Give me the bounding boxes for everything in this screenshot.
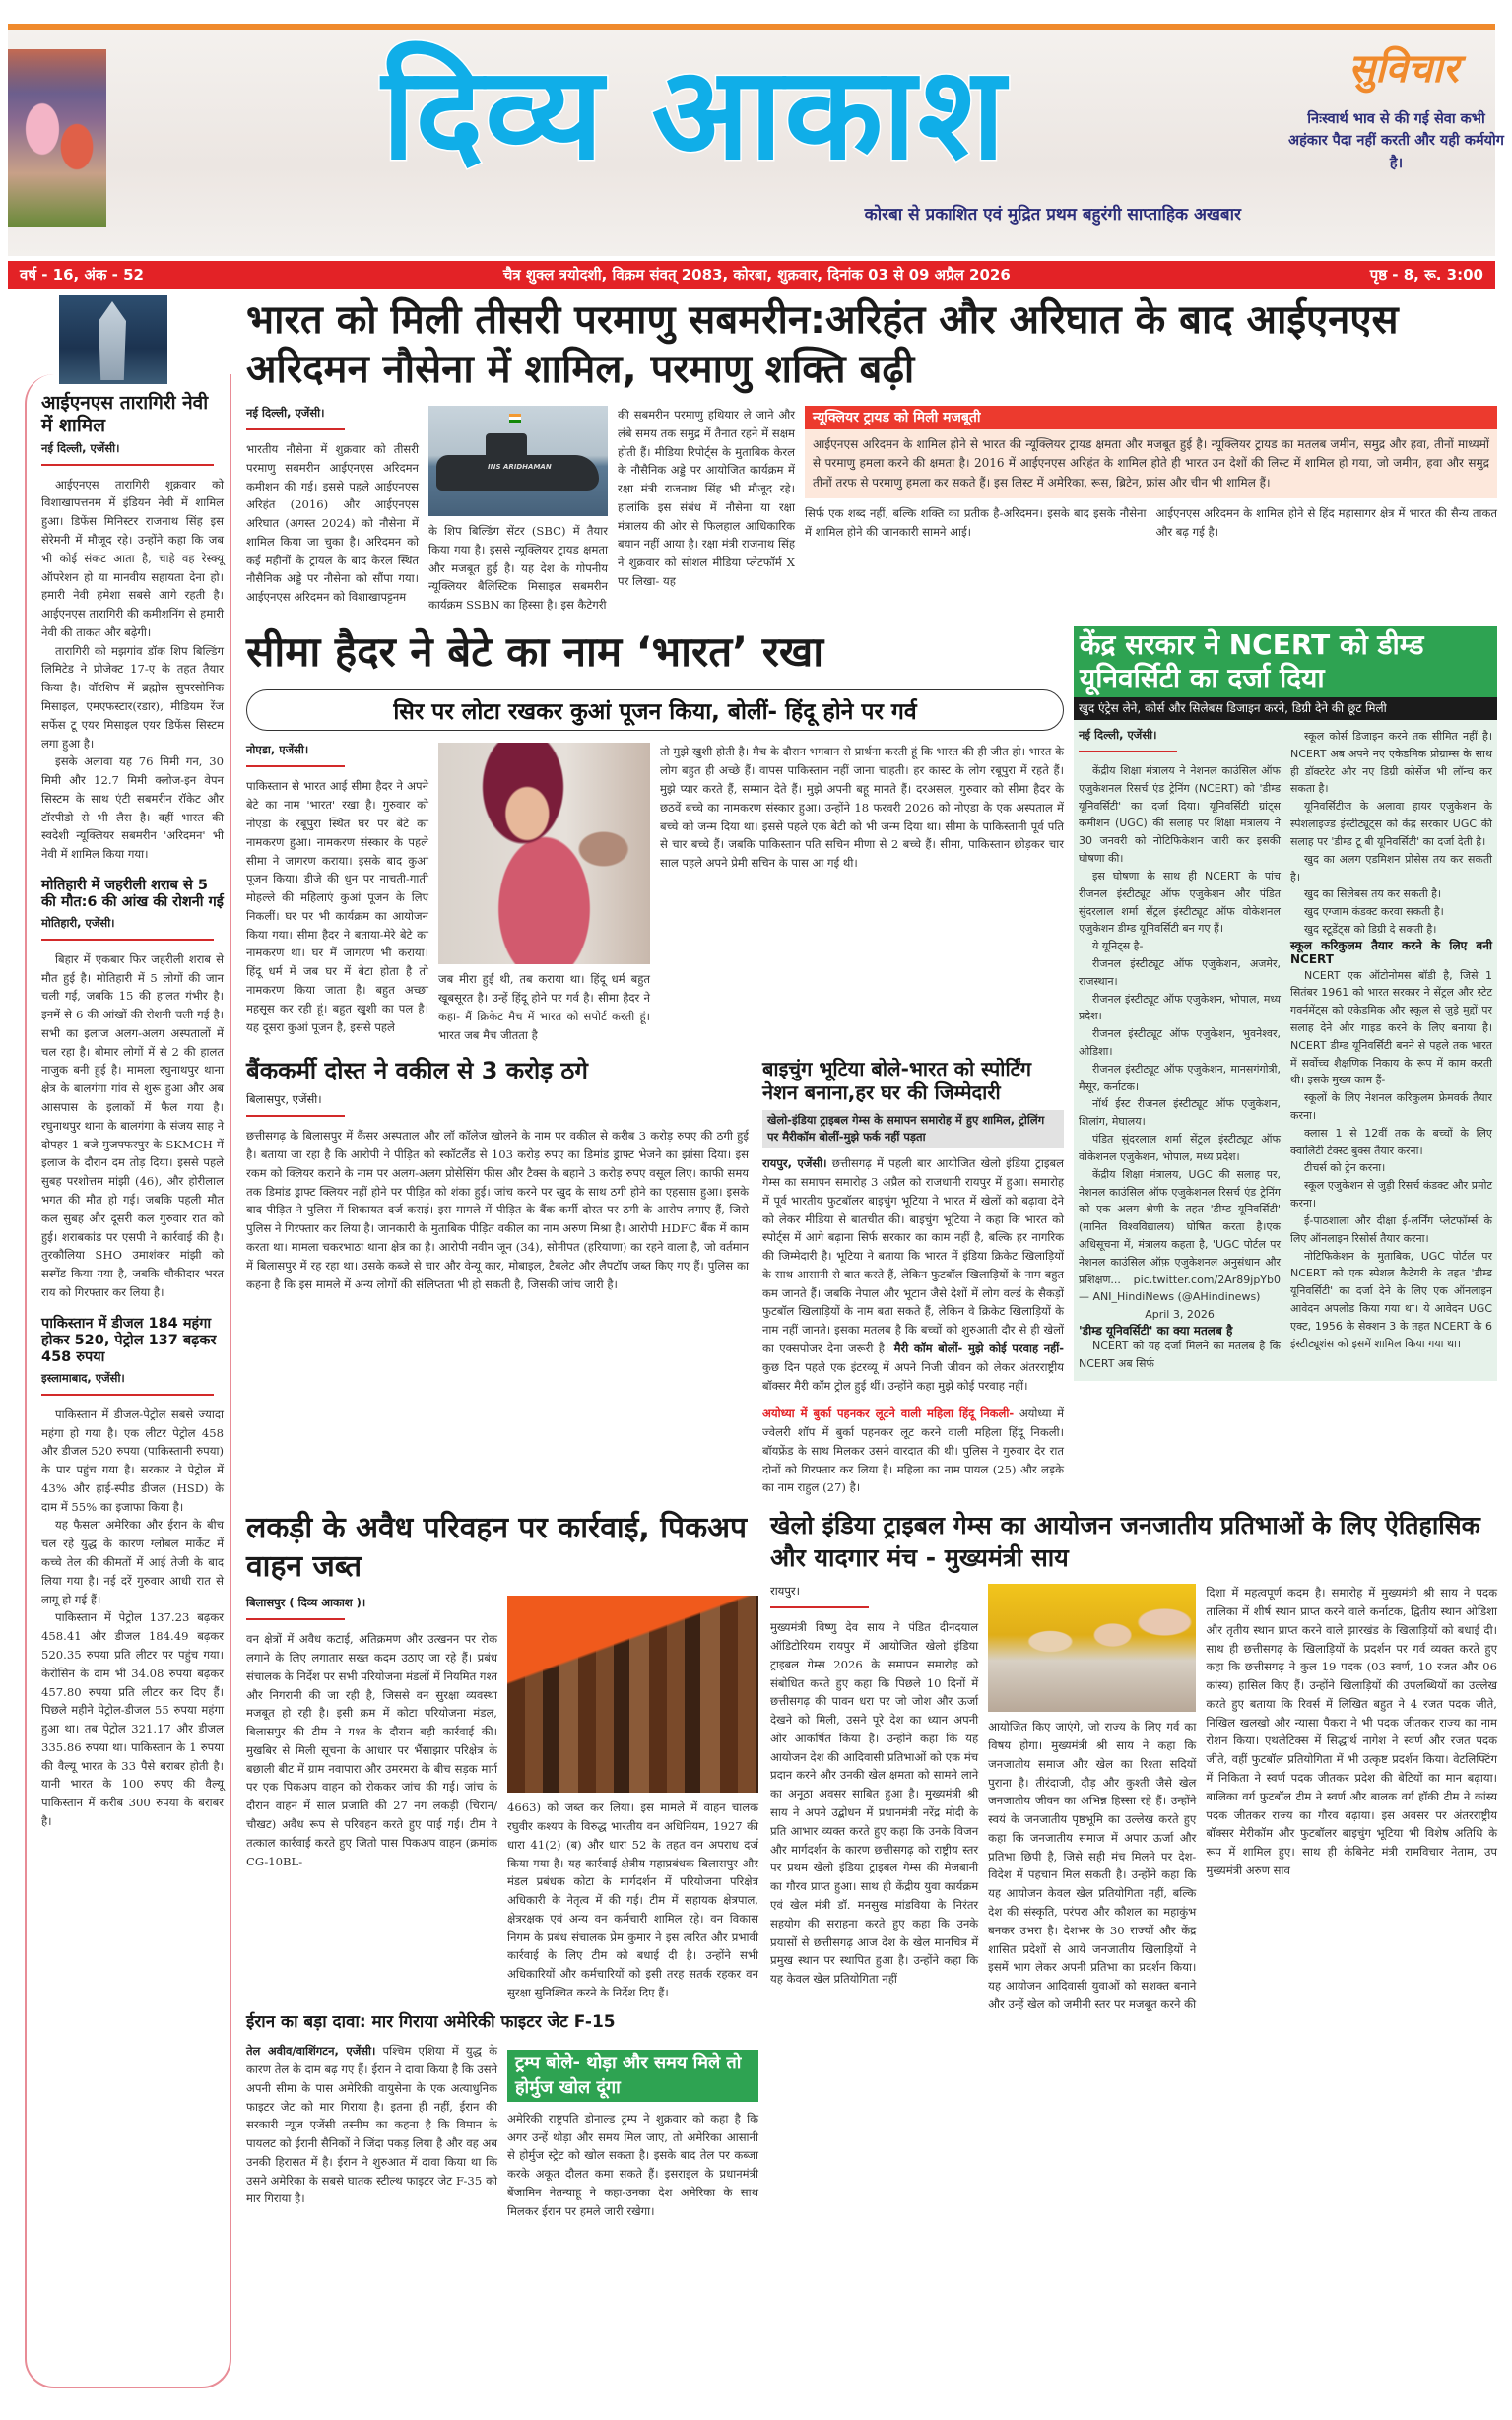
tribal-body-row (770, 1584, 1497, 2014)
lead-body-3: की सबमरीन परमाणु हथियार ले जाने और लंबे समय तक समुद्र में तैनात रहने में सक्षम होती हैं। मीडिया रिपोर्ट्स के मुताबिक केरल के नौसैनिक अड्डे पर आयोजित कार्यक्रम में रक्षा मंत्री राजनाथ सिंह भी मौजूद रहे। हालांकि इस संबंध में नौसेना या रक्षा मंत्रालय की ओर से फिलहाल आधिकारिक बयान नहीं आया है। रक्षा मंत्री राजनाथ सिंह ने शुक्रवार को सोशल मीडिया प्लेटफॉर्म X पर लिखा- यह (618, 408, 795, 589)
ayodhya-lead: अयोध्या में बुर्का पहनकर लूटने वाली महिला हिंदू निकली- (762, 1406, 1015, 1421)
paragraph: टीचर्स को ट्रेन करना। (1304, 1161, 1386, 1175)
wood-body-1: वन क्षेत्रों में अवैध कटाई, अतिक्रमण और उत्खनन पर रोक लगाने के लिए लगातार सख्त कदम उठाए जा रहे हैं। प्रबंध संचालक के निर्देश पर सभी परियोजना मंडलों में नियमित गश्त और निगरानी की जा रही है, जिससे वन सुरक्षा व्यवस्था मजबूत हो रही है। इसी क्रम में कोटा परियोजना मंडल, बिलासपुर की टीम ने गश्त के दौरान बड़ी कार्रवाई की। मुखबिर से मिली सूचना के आधार पर भैंसाझार परिक्षेत्र के बछाली बीट में ग्राम नवापारा और उमरमरा के बीच सड़क मार्ग पर एक पिकअप वाहन को रोककर जांच की गई। जांच के दौरान वाहन में साल प्रजाति की 27 नग लकड़ी (चिरान/चौखट) अवैध रूप से परिवहन करते हुए पाई गई। टीम ने तत्काल कार्रवाई करते हुए जितो पास पिकअप वाहन (क्रमांक CG-10BL- (246, 1632, 497, 1868)
byline-rule (41, 464, 214, 466)
tribal-story (770, 1509, 1497, 2014)
ncert-headline: केंद्र सरकार ने NCERT को डीम्ड यूनिवर्सिटी का दर्जा दिया (1074, 626, 1497, 697)
list-item: खुद स्टूडेंट्स को डिग्री दे सकती है। (1304, 922, 1437, 936)
trump-headline: ट्रम्प बोले- थोड़ा और समय मिले तो होर्मुज खोल दूंगा (507, 2050, 758, 2102)
ncert-col-1 (1079, 728, 1281, 1373)
ncert-byline: नई दिल्ली, एजेंसी। (1079, 728, 1157, 743)
paragraph: केंद्रीय शिक्षा मंत्रालय, UGC की सलाह पर, नेशनल काउंसिल ऑफ एजुकेशनल रिसर्च एंड ट्रेनिंग को एक अलग श्रेणी के तहत 'डीम्ड यूनिवर्सिटी' (मानित विश्वविद्यालय) घोषित करता है।एक अधिसूचना में, मंत्रालय कहता है, 'UGC पोर्टल पर नेशनल काउंसिल ऑफ़ एजुकेशनल अनुसंधान और प्रशिक्षण... pic.twitter.com/2Ar89jpYb0— ANI_HindiNews (@AHindinews) (1079, 1167, 1281, 1304)
lead-col-1 (246, 406, 419, 607)
bottom-split (246, 1509, 1497, 2220)
story-headline: पाकिस्तान में डीजल 184 महंगा होकर 520, पेट्रोल 137 बढ़कर 458 रुपया (41, 1315, 217, 1366)
list-item: खुद का सिलेबस तय कर सकती है। (1304, 887, 1442, 901)
story-byline: मोतिहारी, एजेंसी। (41, 915, 115, 930)
paragraph: ये यूनिट्स है- (1092, 940, 1144, 953)
tribal-headline: खेलो इंडिया ट्राइबल गेम्स का आयोजन जनजातीय प्रतिभाओं के लिए ऐतिहासिक और यादगार मंच - मुख्यमंत्री साय (770, 1511, 1480, 1573)
ncert-body-row (1074, 720, 1497, 1373)
seema-photo (438, 743, 650, 964)
bhutia-story (762, 1057, 1064, 1498)
paragraph: इस घोषणा के साथ ही NCERT के पांच रीजनल इंस्टीट्यूट ऑफ एजुकेशन और पंडित सुंदरलाल शर्मा सेंट्रल इंस्टीट्यूट ऑफ वोकेशनल एजुकेशन डीम्ड यूनिवर्सिटी बन गए हैं। (1079, 869, 1281, 936)
paragraph: रीजनल इंस्टीट्यूट ऑफ एजुकेशन, भोपाल, मध्य प्रदेश। (1079, 992, 1281, 1023)
masthead-photo (8, 49, 106, 227)
india-flag (509, 414, 521, 423)
newspaper-title: दिव्य आकाश (381, 38, 1008, 188)
paragraph: पाकिस्तान में पेट्रोल 137.23 बढ़कर 458.41 और डीजल 184.49 बढ़कर 520.35 रुपया प्रति लीटर पर पहुंच गया। केरोसिन के दाम भी 34.08 रुपया बढ़कर 457.80 रुपया प्रति लीटर कर दिए हैं। पिछले महीने पेट्रोल-डीजल 55 रुपया महंगा हुआ था। तब पेट्रोल 321.17 और डीजल 335.86 रुपया था। पाकिस्तान के 1 रुपया की वैल्यू भारत के 33 पैसे बराबर होती है। यानी भारत के 100 रुपए की वैल्यू पाकिस्तान में करीब 300 रुपया के बराबर है। (41, 1610, 224, 1828)
left-story-taragiri (41, 392, 224, 864)
tribal-body-3: दिशा में महत्वपूर्ण कदम है। समारोह में मुख्यमंत्री श्री साय ने पदक तालिका में शीर्ष स्थान प्राप्त करने वाले कर्नाटक, द्वितीय स्थान ओडिशा और तृतीय स्थान प्राप्त करने वाले झारखंड के खिलाड़ियों को बधाई दी। साथ ही छत्तीसगढ़ के खिलाड़ियों के प्रदर्शन पर गर्व व्यक्त करते हुए कहा कि छत्तीसगढ़ ने कुल 19 पदक (03 स्वर्ण, 10 रजत और 06 कांस्य) हासिल किए हैं। उन्होंने खिलाड़ियों की उपलब्धियों का उल्लेख करते हुए बताया कि रिवर्स में लिखित बहुत ने 4 रजत पदक जीते, निखिल खलखो और न्यासा पैकरा ने भी पदक जीतकर राज्य का नाम रोशन किया। एथलेटिक्स में सिद्धार्थ नागेश ने स्वर्ण और रजत पदक जीते, वहीं फुटबॉल प्रतियोगिता में भी उत्कृष्ट प्रदर्शन किया। वेटलिफ्टिंग में निकिता ने स्वर्ण पदक जीतकर प्रदेश की बेटियों का मान बढ़ाया। बालिका वर्ग फुटबॉल टीम ने स्वर्ण और बालक वर्ग हॉकी टीम ने कांस्य पदक जीतकर राज्य का गौरव बढ़ाया। इस अवसर पर अंतरराष्ट्रीय बॉक्सर मेरीकॉम और फुटबॉलर बाइचुंग भूटिया भी विशेष अतिथि के रूप में शामिल हुए। साथ ही केबिनेट मंत्री रामविचार नेताम, उप मुख्यमंत्री अरुण साव (1206, 1586, 1497, 1877)
iran-body (246, 2042, 497, 2208)
bank-bhutia-row (246, 1057, 1064, 1498)
page-price: पृष्ठ - 8, रू. 3:00 (1369, 266, 1483, 284)
triad-box (805, 406, 1497, 498)
lead-body-5: आईएनएस अरिदमन के शामिल होने से हिंद महासागर क्षेत्र में भारत की सैन्य ताकत और बढ़ गई है। (1155, 506, 1497, 540)
paragraph: NCERT एक ऑटोनोमस बॉडी है, जिसे 1 सितंबर 1961 को भारत सरकार ने सेंट्रल और स्टेट गवर्नमेंट्स को एकेडमिक और स्कूल से जुड़े मुद्दों पर सलाह देने और गाइड करने के लिए बनाया है। NCERT डीम्ड यूनिवर्सिटी बनने से पहले तक भारत में सर्वोच्च शैक्षणिक निकाय के रूप में काम करती थी। इसके मुख्य काम हैं- (1290, 968, 1492, 1087)
list-item: खुद एग्जाम कंडक्ट करवा सकती है। (1304, 905, 1444, 919)
ncert-subheading: स्कूल करिकुलम तैयार करने के लिए बनी NCERT (1290, 938, 1492, 967)
story-byline: इस्लामाबाद, एजेंसी। (41, 1370, 125, 1385)
tribal-body-1: मुख्यमंत्री विष्णु देव साय ने पंडित दीनदयाल ऑडिटोरियम रायपुर में आयोजित खेलो इंडिया ट्राइबल गेम्स 2026 के समापन समारोह को संबोधित करते हुए कहा कि पिछले 10 दिनों में छत्तीसगढ़ की पावन धरा पर जो जोश और ऊर्जा देखने को मिली, उसने पूरे देश का ध्यान अपनी ओर आकर्षित किया है। उन्होंने कहा कि यह आयोजन देश की आदिवासी प्रतिभाओं को एक मंच प्रदान करने और उनकी खेल क्षमता को सामने लाने का अनूठा अवसर साबित हुआ है। मुख्यमंत्री श्री साय ने अपने उद्बोधन में प्रधानमंत्री नरेंद्र मोदी के प्रति आभार व्यक्त करते हुए कहा कि उनके विजन और मार्गदर्शन के कारण छत्तीसगढ़ को राष्ट्रीय स्तर पर प्रथम खेलो इंडिया ट्राइबल गेम्स की मेजबानी का गौरव प्राप्त हुआ। साथ ही केंद्रीय युवा कार्यक्रम एवं खेल मंत्री डॉ. मनसुख मांडविया के निरंतर सहयोग की सराहना करते हुए कहा कि उनके प्रयासों से छत्तीसगढ़ आज देश के खेल मानचित्र में प्रमुख स्थान पर स्थापित हुआ है। उन्होंने कहा कि यह केवल खेल प्रतियोगिता नहीं (770, 1620, 979, 1987)
iran-text: पश्चिम एशिया में युद्ध के कारण तेल के दाम बढ़ गए हैं। ईरान ने दावा किया है कि उसने अपनी सीमा के पास अमेरिकी वायुसेना के एक अत्याधुनिक फाइटर जेट को मार गिराया है। इतना ही नहीं, ईरान की सरकारी न्यूज एजेंसी तस्नीम का कहना है कि विमान के पायलट को ईरानी सैनिकों ने जिंदा पकड़ लिया है और वह अब उनकी हिरासत में है। ईरान ने शुरुआत में दावा किया था कि उसने अमेरिका के सबसे घातक स्टील्थ फाइटर जेट F-35 को मार गिराया है। (246, 2044, 498, 2206)
paragraph: NCERT को यह दर्जा मिलने का मतलब है कि NCERT अब सिर्फ (1079, 1340, 1281, 1371)
tweet-date: April 3, 2026 (1145, 1308, 1215, 1322)
byline-rule (246, 1618, 345, 1620)
wood-byline: बिलासपुर ( दिव्य आकाश )। (246, 1596, 366, 1610)
paragraph: क्लास 1 से 12वीं तक के बच्चों के लिए क्वालिटी टेक्स्ट बुक्स तैयार करना। (1290, 1126, 1492, 1157)
lead-col-2 (428, 406, 608, 615)
wood-headline: लकड़ी के अवैध परिवहन पर कार्रवाई, पिकअप वाहन जब्त (246, 1511, 748, 1585)
submarine-photo (428, 406, 608, 516)
paragraph: स्कूल एजुकेशन से जुड़ी रिसर्च कंडक्ट और प्रमोट करना। (1290, 1179, 1492, 1210)
paragraph: इसके अलावा यह 76 मिमी गन, 30 मिमी और 12.7 मिमी क्लोज-इन वेपन सिस्टम के साथ एंटी सबमरीन रॉकेट और टॉरपीडो से भी लैस है। वहीं भारत की स्वदेशी न्यूक्लियर सबमरीन 'अरिदमन' भी नेवी में शामिल किया गया। (41, 754, 224, 862)
ayodhya-brief (762, 1405, 1064, 1497)
story-byline: नई दिल्ली, एजेंसी। (41, 440, 120, 455)
dateline-bar (8, 261, 1495, 289)
tribal-col-2 (988, 1584, 1196, 2014)
seema-body-2: जब मीरा हुई थी, तब कराया था। हिंदू धर्म बहुत खूबसूरत है। उन्हें हिंदू होने पर गर्व है। सीमा हैदर ने कहा- मैं क्रिकेट मैच में भारत को सपोर्ट करती हूं। भारत जब मैच जीतता है (438, 972, 650, 1042)
wood-col-2 (507, 1596, 758, 2002)
paragraph: बिहार में एकबार फिर जहरीली शराब से मौत हुई है। मोतिहारी में 5 लोगों की जान चली गई, जबकि 15 की हालत गंभीर है। इनमें से 6 की आंखों की रोशनी चली गई है। सभी का इलाज अलग-अलग अस्पतालों में चल रहा है। बीमार लोगों में से 2 की हालत नाजुक बनी हुई है। मामला रघुनाथपुर थाना क्षेत्र के बालगंगा गांव से शुरू हुआ और अब आसपास के इलाकों में फैल गया है। रघुनाथपुर थाना के बालगंगा के संजय साह ने दोपहर 1 बजे मुजफ्फरपुर के SKMCH में इलाज के दौरान दम तोड़ दिया। इससे पहले सुबह परशोत्तम मांझी (46), और होरीलाल भगत की मौत हो गई। जबकि पहली मौत कल सुबह और दूसरी कल गुरुवार रात को हुई। शराबकांड पर एसपी ने कार्रवाई की है। तुरकौलिया SHO उमाशंकर मांझी को सस्पेंड किया गया है, जबकि चौकीदार भरत राय को गिरफ्तार कर लिया है। (41, 951, 224, 1299)
left-story-pakistan (41, 1316, 224, 1831)
ncert-body-2 (1290, 728, 1492, 1352)
tribal-col-1 (770, 1584, 978, 1989)
paragraph: ई-पाठशाला और दीक्षा ई-लर्निंग प्लेटफॉर्म्स के लिए ऑनलाइन रिसोर्स तैयार करना। (1290, 1213, 1492, 1245)
byline-rule (1079, 751, 1177, 752)
byline-rule (41, 939, 214, 941)
seema-col-1 (246, 743, 428, 1036)
lead-body-4: सिर्फ एक शब्द नहीं, बल्कि शक्ति का प्रतीक है-अरिदमन। इसके बाद इसके नौसेना में शामिल होने की जानकारी सामने आई। (805, 506, 1147, 540)
seema-body-3: तो मुझे खुशी होती है। मैच के दौरान भगवान से प्रार्थना करती हूं कि भारत की ही जीत हो। भारत के लोग बहुत ही अच्छे हैं। वापस पाकिस्तान नहीं जाना चाहती। हर कास्ट के लोग रबूपुरा में रहते हैं। मुझे प्यार करते हैं, सम्मान देते हैं। मुझे अपनी बहू मानते हैं। दरअसल, गुरुवार को सीमा हैदर के छठवें बच्चे का नामकरण संस्कार हुआ। उन्होंने 18 फरवरी 2026 को नोएडा के एक अस्पताल में बच्चे को जन्म दिया था। इससे पहले एक बेटी को भी जन्म दिया था। सीमा के पाकिस्तानी पूर्व पति से चार बच्चे हैं। जबकि पाकिस्तान पति सचिन मीणा से 2 बच्चे हैं। सीमा, पाकिस्तान छोड़कर चार साल पहले अपने प्रेमी सचिन के पास आ गई थी। (660, 745, 1064, 871)
issue-date: चैत्र शुक्ल त्रयोदशी, विक्रम संवत् 2083, कोरबा, शुक्रवार, दिनांक 03 से 09 अप्रैल 2026 (502, 266, 1011, 284)
paragraph: रीजनल इंस्टीट्यूट ऑफ एजुकेशन, भुवनेश्वर, ओडिशा। (1079, 1027, 1281, 1059)
trump-story (507, 2042, 758, 2220)
story-body (41, 1406, 224, 1831)
paragraph: स्कूल कोर्स डिजाइन करने तक सीमित नहीं है। NCERT अब अपने नए एकेडमिक प्रोग्राम्स के साथ ही डॉक्टरेट और नए डिग्री कोर्सेज भी लॉन्च कर सकता है। (1290, 730, 1492, 796)
lead-body-1: भारतीय नौसेना में शुक्रवार को तीसरी परमाणु सबमरीन आईएनएस अरिदमन कमीशन की गई। इससे पहले आईएनएस अरिहंत (2016) और आईएनएस अरिघात (अगस्त 2024) को नौसेना में शामिल किया जा चुका है। अरिदमन को कई महीनों के ट्रायल के बाद केरल स्थित नौसैनिक अड्डे पर नौसेना को सौंपा गया। आईएनएस अरिदमन को विशाखापट्टनम (246, 442, 419, 605)
main-area (246, 295, 1497, 2220)
ayodhya-text: अयोध्या में ज्वेलरी शॉप में बुर्का पहनकर लूट करने वाली महिला हिंदू निकली। बॉयफ्रेंड के साथ मिलकर उसने वारदात की थी। पुलिस ने गुरुवार देर रात दोनों को गिरफ्तार कर लिया है। महिला का नाम पायल (25) और लड़के का नाम राहुल (27) है। (762, 1406, 1065, 1495)
ncert-subheading: 'डीम्ड यूनिवर्सिटी' का क्या मतलब है (1079, 1324, 1233, 1339)
lead-body-2: के शिप बिल्डिंग सेंटर (SBC) में तैयार किया गया है। इससे न्यूक्लियर ट्रायड क्षमता और मजबूत हुई है। यह देश के गोपनीय न्यूक्लियर बैलिस्टिक मिसाइल सबमरीन कार्यक्रम SSBN का हिस्सा है। इस कैटेगरी (428, 524, 608, 613)
bank-headline: बैंककर्मी दोस्त ने वकील से 3 करोड़ ठगे (246, 1056, 588, 1084)
bhutia-text: छत्तीसगढ़ में पहली बार आयोजित खेलो इंडिया ट्राइबल गेम्स का समापन समारोह 3 अप्रैल को राजधानी रायपुर में हुआ। समारोह में पूर्व भारतीय फुटबॉलर बाइचुंग भूटिया ने भारत में खेलों को बढ़ावा देने को लेकर मीडिया से बातचीत की। बाइचुंग भूटिया ने कहा कि भारत को स्पोर्ट्स में आगे बढ़ाना सिर्फ सरकार का काम नहीं है, बल्कि हर नागरिक की जिम्मेदारी है। भूटिया ने बताया कि भारत में इंडिया क्रिकेट खिलाड़ियों के साथ आसानी से बात करते हैं, लेकिन फुटबॉल खिलाड़ियों के नाम बहुत कम जानते हैं। जबकि नेपाल और भूटान जैसे देशों में लोग वर्ल्ड के सैकड़ों फुटबॉल खिलाड़ियों के नाम बता सकते हैं, लेकिन वे क्रिकेट खिलाड़ियों के नाम नहीं जानते। इसका मतलब है कि बच्चों को शुरुआती दौर से ही खेलों का एक्सपोजर देना जरूरी है। (762, 1156, 1065, 1355)
iran-trump-row (246, 2042, 758, 2220)
lead-body-row (246, 406, 1497, 615)
marykom-text: कुछ दिन पहले एक इंटरव्यू में अपने निजी जीवन को लेकर अंतरराष्ट्रीय बॉक्सर मैरी कॉम ट्रोल हुई थीं। उन्होंने कहा मुझे कोई परवाह नहीं। (762, 1359, 1064, 1393)
iran-byline: तेल अवीव/वाशिंगटन, एजेंसी। (246, 2044, 376, 2059)
byline-rule (246, 1115, 345, 1117)
left-story-motihari (41, 878, 224, 1302)
story-body (41, 476, 224, 864)
paragraph: केंद्रीय शिक्षा मंत्रालय ने नेशनल काउंसिल ऑफ एजुकेशनल रिसर्च एंड ट्रेनिंग (NCERT) को 'डीम्ड यूनिवर्सिटी' का दर्जा दिया। यूनिवर्सिटी ग्रांट्स कमीशन (UGC) की सलाह पर शिक्षा मंत्रालय ने 30 जनवरी को नोटिफिकेशन जारी कर इसकी घोषणा की। (1079, 764, 1281, 866)
bhutia-body (762, 1154, 1064, 1395)
lead-headline: भारत को मिली तीसरी परमाणु सबमरीन:अरिहंत और अरिघात के बाद आईएनएस अरिदमन नौसेना में शामिल, परमाणु शक्ति बढ़ी (246, 297, 1399, 392)
iran-headline: ईरान का बड़ा दावा: मार गिराया अमेरिकी फाइटर जेट F-15 (246, 2011, 616, 2032)
bhutia-headline: बाइचुंग भूटिया बोले-भारत को स्पोर्टिंग नेशन बनाना,हर घर की जिम्मेदारी (762, 1056, 1031, 1104)
seema-body-1: पाकिस्तान से भारत आई सीमा हैदर ने अपने बेटे का नाम 'भारत' रखा है। गुरुवार को नोएडा के रबूपुरा स्थित घर पर बेटे का नामकरण हुआ। नामकरण संस्कार के पहले सीमा ने जागरण कराया। इसके बाद कुआं पूजन किया। डीजे की धुन पर नाचती-गाती मोहल्ले की महिलाएं कुआं पूजन के लिए निकलीं। घर पर भी कार्यक्रम का आयोजन किया गया। सीमा हैदर ने बताया-मेरे बेटे का नामकरण था। घर में जागरण भी कराया। हिंदू धर्म में जब घर में बेटा होता है तो नामकरण किया जाता है। बहुत अच्छा महसूस कर रही हूं। बहुत खुशी का पल है। यह दूसरा कुआं पूजन है, इससे पहले (246, 779, 428, 1034)
lower-left (246, 626, 1064, 1497)
submarine-name-text: INS ARIDHAMAN (488, 463, 552, 471)
bank-byline: बिलासपुर, एजेंसी। (246, 1092, 322, 1107)
trump-body: अमेरिकी राष्ट्रपति डोनाल्ड ट्रम्प ने शुक्रवार को कहा है कि अगर उन्हें थोड़ा और समय मिल जाए, तो अमेरिका आसानी से होर्मुज स्ट्रेट को खोल सकता है। इसके बाद तेल पर कब्जा करके अकूत दौलत कमा सकते हैं। इसराइल के प्रधानमंत्री बेंजामिन नेतन्याहू ने कहा-उनका देश अमेरिका के साथ मिलकर ईरान पर हमले जारी रखेगा। (507, 2111, 758, 2218)
byline-rule (246, 428, 345, 430)
story-headline: मोतिहारी में जहरीली शराब से 5 की मौत:6 की आंख की रोशनी गई (41, 878, 224, 911)
suvichar-logo: सुविचार (1348, 46, 1459, 92)
ncert-body-1 (1079, 762, 1281, 1373)
byline-rule (41, 1394, 214, 1396)
story-headline: आईएनएस तारागिरी नेवी में शामिल (41, 392, 209, 436)
bhutia-byline: रायपुर, एजेंसी। (762, 1156, 827, 1171)
left-column-stories (41, 392, 224, 1831)
marykom-lead: मैरी कॉम बोलीं- मुझे कोई परवाह नहीं- (893, 1341, 1064, 1355)
paragraph: यह फैसला अमेरिका और ईरान के बीच चल रहे युद्ध के कारण ग्लोबल मार्केट में कच्चे तेल की कीमतों में आई तेजी के बाद लिया गया है। नई दरें गुरुवार आधी रात से लागू हो गई हैं। (41, 1518, 224, 1606)
byline-rule (770, 1606, 869, 1608)
paragraph: नॉर्थ ईस्ट रीजनल इंस्टीट्यूट ऑफ एजुकेशन, शिलांग, मेघालय। (1079, 1097, 1281, 1129)
paragraph: स्कूलों के लिए नेशनल करिकुलम फ्रेमवर्क तैयार करना। (1290, 1091, 1492, 1123)
seema-subhead: सिर पर लोटा रखकर कुआं पूजन किया, बोलीं- हिंदू होने पर गर्व (246, 689, 1064, 731)
byline-rule (246, 765, 345, 767)
tribal-body-2: आयोजित किए जाएंगे, जो राज्य के लिए गर्व का विषय होगा। मुख्यमंत्री श्री साय ने कहा कि जनजातीय समाज और खेल का रिश्ता सदियों पुराना है। तीरंदाजी, दौड़ और कुश्ती जैसे खेल जनजातीय जीवन का अभिन्न हिस्सा रहे हैं। उन्होंने स्वयं के जनजातीय पृष्ठभूमि का उल्लेख करते हुए कहा कि जनजातीय समाज में अपार ऊर्जा और प्रतिभा छिपी है, जिसे सही मंच मिलने पर देश-विदेश में पहचान मिल सकती है। उन्होंने कहा कि यह आयोजन केवल खेल प्रतियोगिता नहीं, बल्कि देश की संस्कृति, परंपरा और कौशल का महाकुंभ बनकर उभरा है। देशभर के 30 राज्यों और केंद्र शासित प्रदेशों से आये जनजातीय खिलाड़ियों ने इसमें भाग लेकर अपनी प्रतिभा का प्रदर्शन किया। यह आयोजन आदिवासी युवाओं को सशक्त बनाने और उन्हें खेल को जमीनी स्तर पर मजबूत करने की (988, 1720, 1197, 2011)
ship-photo (59, 295, 167, 384)
wood-photo (507, 1596, 758, 1793)
tribal-byline: रायपुर। (770, 1584, 800, 1599)
submarine-hull (436, 455, 599, 491)
paragraph: आईएनएस तारागिरी शुक्रवार को विशाखापत्तनम में इंडियन नेवी में शामिल हुआ। डिफेंस मिनिस्टर राजनाथ सिंह इस सेरेमनी में मौजूद रहे। उन्होंने कहा कि जब भी कोई संकट आता है, चाहे वह रेस्क्यू ऑपरेशन हो या मानवीय सहायता देना हो। हमारी नेवी हमेशा सबसे आगे रहती है। आईएनएस तारागिरी की कमीशनिंग से हमारी नेवी की ताकत और बढ़ेगी। (41, 477, 224, 639)
issue-number: वर्ष - 16, अंक - 52 (20, 266, 144, 284)
ncert-box (1074, 626, 1497, 1381)
story-body (41, 950, 224, 1302)
ncert-col-2 (1290, 728, 1492, 1352)
lower-split (246, 626, 1497, 1497)
paragraph: नोटिफिकेशन के मुताबिक, UGC पोर्टल पर NCERT को एक स्पेशल कैटेगरी के तहत 'डीम्ड यूनिवर्सिटी' का दर्जा देने के लिए एक ऑनलाइन आवेदन अपलोड किया गया था। ये आवेदन UGC एक्ट, 1956 के सेक्शन 3 के तहत NCERT के 6 इंस्टीट्यूशंस को इसमें शामिल किया गया था। (1290, 1249, 1492, 1350)
paragraph: रीजनल इंस्टीट्यूट ऑफ एजुकेशन, मानसगंगोत्री, मैसूर, कर्नाटक। (1079, 1062, 1281, 1093)
paragraph: पंडित सुंदरलाल शर्मा सेंट्रल इंस्टीट्यूट ऑफ वोकेशनल एजुकेशन, भोपाल, मध्य प्रदेश। (1079, 1133, 1281, 1163)
tribal-photo (988, 1584, 1196, 1712)
list-item: खुद का अलग एडमिशन प्रोसेस तय कर सकती है। (1290, 852, 1492, 883)
seema-col-2 (438, 743, 650, 1044)
bottom-left (246, 1509, 758, 2220)
paragraph: रीजनल इंस्टीट्यूट ऑफ एजुकेशन, अजमेर, राजस्थान। (1079, 956, 1281, 988)
triad-title: न्यूक्लियर ट्रायड को मिली मजबूती (805, 406, 1497, 429)
paragraph: यूनिवर्सिटीज के अलावा हायर एजुकेशन के स्पेशलाइज्ड इंस्टीट्यूट्स को केंद्र सरकार UGC की सलाह पर 'डीम्ड टू बी यूनिवर्सिटी' का दर्जा देती है। (1290, 800, 1492, 848)
ncert-subhead: खुद एंट्रेस लेने, कोर्स और सिलेबस डिजाइन करने, डिग्री देने की छूट मिली (1074, 697, 1497, 720)
lead-byline: नई दिल्ली, एजेंसी। (246, 406, 325, 420)
seema-headline: सीमा हैदर ने बेटे का नाम ‘भारत’ रखा (246, 626, 824, 676)
lead-tail-row (805, 504, 1497, 542)
seema-body-row (246, 743, 1064, 1044)
lead-col-right (805, 406, 1497, 542)
paragraph: पाकिस्तान में डीजल-पेट्रोल सबसे ज्यादा महंगा हो गया है। एक लीटर पेट्रोल 458 और डीजल 520 रुपया (पाकिस्तानी रुपया) के पार पहुंच गया है। सरकार ने पेट्रोल में 43% और हाई-स्पीड डीजल (HSD) के दाम में 55% का इजाफा किया है। (41, 1406, 224, 1514)
wood-col-1 (246, 1596, 497, 1870)
bhutia-subhead: खेलो-इंडिया ट्राइबल गेम्स के समापन समारोह में हुए शामिल, ट्रोलिंग पर मैरीकॉम बोलीं-मुझे फर्क नहीं पड़ता (762, 1110, 1064, 1149)
bank-story (246, 1057, 749, 1294)
masthead-tagline: कोरबा से प्रकाशित एवं मुद्रित प्रथम बहुरंगी साप्ताहिक अखबार (864, 205, 1241, 225)
paragraph: तारागिरी को मझगांव डॉक शिप बिल्डिंग लिमिटेड ने प्रोजेक्ट 17-ए के तहत तैयार किया है। वॉरशिप में ब्रह्मोस सुपरसोनिक मिसाइल, एमएफस्टार(रडार), मीडियम रेंज सर्फेस टू एयर मिसाइल एयर डिफेंस सिस्टम लगा हुआ है। (41, 643, 224, 751)
wood-body-2: 4663) को जब्त कर लिया। इस मामले में वाहन चालक रघुवीर कश्यप के विरुद्ध भारतीय वन अधिनियम, 1927 की धारा 41(2) (ब) और धारा 52 के तहत वन अपराध दर्ज किया गया है। यह कार्रवाई क्षेत्रीय महाप्रबंधक बिलासपुर और मंडल प्रबंधक कोटा के मार्गदर्शन में परियोजना परिक्षेत्र अधिकारी के नेतृत्व में की गई। टीम में सहायक क्षेत्रपाल, क्षेत्ररक्षक एवं अन्य वन कर्मचारी शामिल रहे। वन विकास निगम के प्रबंध संचालक प्रेम कुमार ने इस त्वरित और प्रभावी कार्रवाई के लिए टीम को बधाई दी है। उन्होंने सभी अधिकारियों और कर्मचारियों को इसी तरह सतर्क रहकर वन सुरक्षा सुनिश्चित करने के निर्देश दिए हैं। (507, 1800, 758, 2000)
bank-body: छत्तीसगढ़ के बिलासपुर में कैंसर अस्पताल और लॉ कॉलेज खोलने के नाम पर वकील से करीब 3 करोड़ रुपए की ठगी हुई है। बताया जा रहा है कि आरोपी ने पीड़ित को स्कॉटलैंड से 103 करोड़ रुपए का डिमांड ड्राफ्ट भेजने का झांसा दिया। इस रकम को क्लियर कराने के नाम पर अलग-अलग प्रोसेसिंग फीस और टैक्स के बहाने 3 करोड़ रुपए वसूल लिए। काफी समय तक डिमांड ड्राफ्ट क्लियर नहीं होने पर पीड़ित को शंका हुई। जांच करने पर खुद के साथ ठगी होने का एहसास हुआ। इसके बाद पीड़ित ने पुलिस में शिकायत दर्ज कराई। इस मामले में पीड़ित के बैंक कर्मी दोस्त पर ठगी के आरोप लगाए हैं, जिसे पुलिस ने गिरफ्तार कर लिया है। जानकारी के मुताबिक पीड़ित वकील का नाम अरुण मिश्रा है। आरोपी HDFC बैंक में काम करता था। मामला चकरभाठा थाना क्षेत्र का है। आरोपी नवीन जून (34), सोनीपत (हरियाणा) का रहने वाला है, जो वर्तमान में बिलासपुर में रह रहा था। उसके कब्जे से चार और वेन्यू कार, मोबाइल, टैबलेट और लैपटॉप जब्त किए गए हैं। पुलिस का कहना है कि इस मामले में अन्य लोगों की संलिप्तता भी हो सकती है, जिसकी जांच जारी है। (246, 1129, 749, 1291)
triad-text: आईएनएस अरिदमन के शामिल होने से भारत की न्यूक्लियर ट्रायड क्षमता और मजबूत हुई है। न्यूक्लियर ट्रायड का मतलब जमीन, समुद्र और हवा, तीनों माध्यमों से परमाणु हमला करने की क्षमता है। 2016 में आईएनएस अरिहंत के शामिल होते ही भारत उन देशों की लिस्ट में शामिल हो गया, जो जमीन, हवा और समुद्र तीनों तरफ से परमाणु हमला कर सकते हैं। इस लिस्ट में अमेरिका, रूस, ब्रिटेन, फ्रांस और चीन भी शामिल हैं। (813, 437, 1489, 490)
masthead-brand (108, 30, 1281, 197)
seema-byline: नोएडा, एजेंसी। (246, 743, 309, 757)
suvichar-quote: निःस्वार्थ भाव से की गई सेवा कभी अहंकार पैदा नहीं करती और यही कर्मयोग है। (1288, 111, 1504, 171)
wood-body-row (246, 1596, 758, 2002)
